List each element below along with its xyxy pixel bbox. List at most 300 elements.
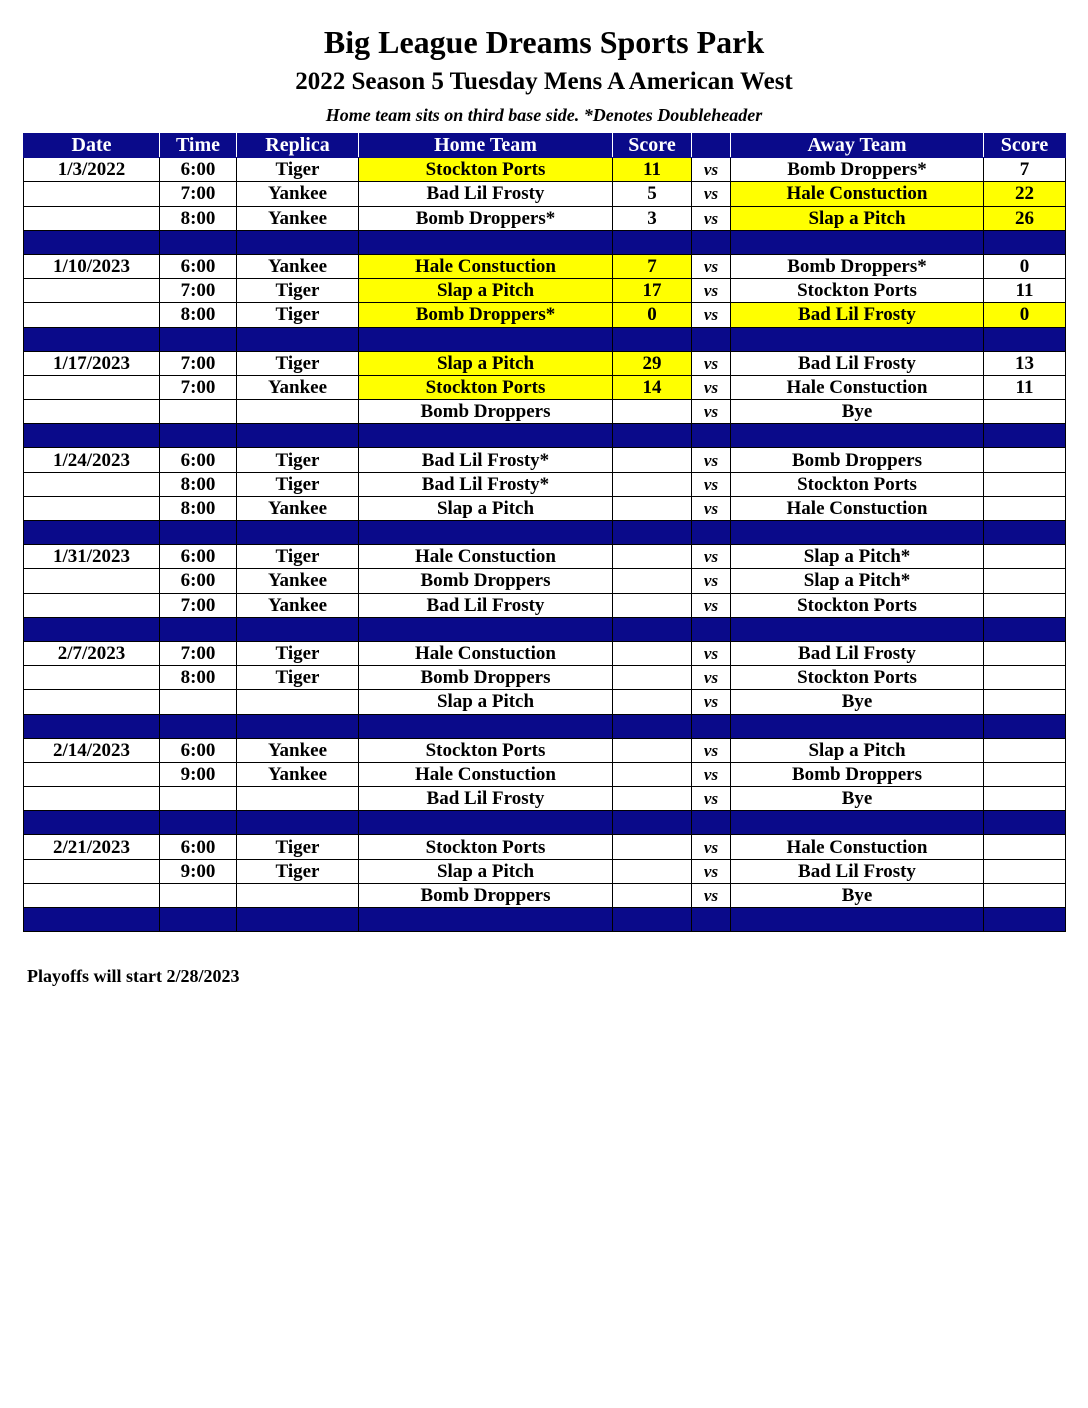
away-score — [984, 496, 1066, 520]
home-score — [613, 448, 692, 472]
game-replica: Yankee — [237, 182, 359, 206]
col-header-vs — [692, 134, 731, 158]
game-replica: Tiger — [237, 279, 359, 303]
away-team: Bad Lil Frosty — [731, 351, 984, 375]
game-time: 9:00 — [160, 859, 237, 883]
game-row — [24, 762, 1066, 786]
game-replica: Tiger — [237, 158, 359, 182]
game-row — [24, 351, 1066, 375]
game-time — [160, 400, 237, 424]
game-row — [24, 472, 1066, 496]
separator-cell — [731, 327, 984, 351]
home-team: Hale Constuction — [359, 762, 613, 786]
away-score: 11 — [984, 279, 1066, 303]
game-date — [24, 279, 160, 303]
separator-cell — [613, 617, 692, 641]
separator-cell — [237, 230, 359, 254]
separator-cell — [160, 230, 237, 254]
header-row — [24, 134, 1066, 158]
game-time: 6:00 — [160, 738, 237, 762]
separator-cell — [160, 617, 237, 641]
home-team: Hale Constuction — [359, 254, 613, 278]
vs-label: vs — [692, 279, 731, 303]
game-date: 2/21/2023 — [24, 835, 160, 859]
col-header-away-team: Away Team — [731, 134, 984, 158]
separator-cell — [24, 714, 160, 738]
game-date — [24, 593, 160, 617]
playoffs-note: Playoffs will start 2/28/2023 — [27, 966, 240, 986]
game-row — [24, 666, 1066, 690]
col-header-date: Date — [24, 134, 160, 158]
separator-cell — [692, 908, 731, 932]
game-row — [24, 787, 1066, 811]
separator-cell — [731, 617, 984, 641]
game-date — [24, 303, 160, 327]
game-date — [24, 375, 160, 399]
separator-cell — [613, 327, 692, 351]
game-time: 7:00 — [160, 182, 237, 206]
home-score — [613, 835, 692, 859]
home-score: 7 — [613, 254, 692, 278]
separator-cell — [160, 908, 237, 932]
game-date: 2/7/2023 — [24, 641, 160, 665]
vs-label: vs — [692, 641, 731, 665]
game-row — [24, 496, 1066, 520]
home-score: 14 — [613, 375, 692, 399]
separator-cell — [359, 424, 613, 448]
away-score — [984, 666, 1066, 690]
home-score: 3 — [613, 206, 692, 230]
game-time: 7:00 — [160, 593, 237, 617]
away-team: Bye — [731, 883, 984, 907]
away-team: Slap a Pitch — [731, 738, 984, 762]
separator-cell — [731, 521, 984, 545]
game-time: 9:00 — [160, 762, 237, 786]
separator-cell — [160, 521, 237, 545]
separator-cell — [359, 617, 613, 641]
game-replica: Yankee — [237, 206, 359, 230]
game-row — [24, 859, 1066, 883]
separator-cell — [731, 811, 984, 835]
game-time: 7:00 — [160, 279, 237, 303]
game-date: 1/17/2023 — [24, 351, 160, 375]
week-separator — [24, 521, 1066, 545]
game-replica: Yankee — [237, 496, 359, 520]
game-replica: Yankee — [237, 762, 359, 786]
home-score: 17 — [613, 279, 692, 303]
home-score — [613, 496, 692, 520]
separator-cell — [613, 811, 692, 835]
game-date — [24, 883, 160, 907]
away-team: Stockton Ports — [731, 593, 984, 617]
away-score — [984, 762, 1066, 786]
week-separator — [24, 327, 1066, 351]
game-row — [24, 641, 1066, 665]
away-score: 26 — [984, 206, 1066, 230]
game-time: 6:00 — [160, 545, 237, 569]
game-replica: Yankee — [237, 375, 359, 399]
vs-label: vs — [692, 400, 731, 424]
game-row — [24, 738, 1066, 762]
home-score — [613, 690, 692, 714]
separator-cell — [613, 908, 692, 932]
game-date — [24, 206, 160, 230]
game-time — [160, 883, 237, 907]
game-replica: Tiger — [237, 835, 359, 859]
separator-cell — [237, 521, 359, 545]
separator-cell — [359, 230, 613, 254]
game-replica: Tiger — [237, 666, 359, 690]
home-score — [613, 883, 692, 907]
separator-cell — [692, 714, 731, 738]
game-date — [24, 182, 160, 206]
game-time: 7:00 — [160, 641, 237, 665]
separator-cell — [692, 424, 731, 448]
separator-cell — [24, 230, 160, 254]
game-date: 1/24/2023 — [24, 448, 160, 472]
separator-cell — [24, 424, 160, 448]
home-team: Slap a Pitch — [359, 690, 613, 714]
game-replica: Tiger — [237, 641, 359, 665]
separator-cell — [613, 230, 692, 254]
game-row — [24, 182, 1066, 206]
home-team: Slap a Pitch — [359, 859, 613, 883]
week-separator — [24, 617, 1066, 641]
away-team: Hale Constuction — [731, 375, 984, 399]
game-row — [24, 569, 1066, 593]
home-team: Slap a Pitch — [359, 279, 613, 303]
game-row — [24, 303, 1066, 327]
home-score: 0 — [613, 303, 692, 327]
vs-label: vs — [692, 593, 731, 617]
separator-cell — [731, 424, 984, 448]
separator-cell — [692, 617, 731, 641]
away-team: Hale Constuction — [731, 835, 984, 859]
home-score: 11 — [613, 158, 692, 182]
vs-label: vs — [692, 448, 731, 472]
game-row — [24, 545, 1066, 569]
separator-cell — [359, 327, 613, 351]
away-team: Bye — [731, 690, 984, 714]
game-time: 6:00 — [160, 158, 237, 182]
home-team: Bomb Droppers* — [359, 303, 613, 327]
game-time: 8:00 — [160, 303, 237, 327]
game-time: 6:00 — [160, 448, 237, 472]
schedule-body — [24, 158, 1066, 932]
home-score — [613, 569, 692, 593]
separator-cell — [237, 327, 359, 351]
game-replica: Tiger — [237, 472, 359, 496]
vs-label: vs — [692, 690, 731, 714]
vs-label: vs — [692, 545, 731, 569]
away-score: 7 — [984, 158, 1066, 182]
game-row — [24, 279, 1066, 303]
game-replica: Tiger — [237, 303, 359, 327]
vs-label: vs — [692, 472, 731, 496]
vs-label: vs — [692, 206, 731, 230]
home-score — [613, 545, 692, 569]
home-team: Slap a Pitch — [359, 496, 613, 520]
home-team: Bomb Droppers — [359, 666, 613, 690]
separator-cell — [984, 327, 1066, 351]
away-score — [984, 690, 1066, 714]
home-team: Bad Lil Frosty — [359, 182, 613, 206]
game-date — [24, 496, 160, 520]
game-time — [160, 787, 237, 811]
game-replica: Tiger — [237, 545, 359, 569]
away-team: Bomb Droppers* — [731, 254, 984, 278]
home-score — [613, 738, 692, 762]
game-time — [160, 690, 237, 714]
game-replica — [237, 690, 359, 714]
separator-cell — [613, 424, 692, 448]
away-team: Bad Lil Frosty — [731, 641, 984, 665]
away-team: Slap a Pitch* — [731, 545, 984, 569]
page-title: Big League Dreams Sports Park — [323, 24, 765, 60]
separator-cell — [984, 908, 1066, 932]
away-score: 22 — [984, 182, 1066, 206]
game-date — [24, 400, 160, 424]
vs-label: vs — [692, 254, 731, 278]
vs-label: vs — [692, 496, 731, 520]
separator-cell — [237, 617, 359, 641]
away-team: Slap a Pitch* — [731, 569, 984, 593]
away-score — [984, 787, 1066, 811]
week-separator — [24, 908, 1066, 932]
away-team: Bad Lil Frosty — [731, 303, 984, 327]
game-date — [24, 666, 160, 690]
away-team: Stockton Ports — [731, 666, 984, 690]
away-team: Hale Constuction — [731, 496, 984, 520]
home-score — [613, 472, 692, 496]
separator-cell — [731, 230, 984, 254]
game-time: 6:00 — [160, 254, 237, 278]
home-score: 5 — [613, 182, 692, 206]
separator-cell — [692, 521, 731, 545]
schedule-note: Home team sits on third base side. *Denotes Doubleheader — [325, 105, 763, 125]
game-date — [24, 787, 160, 811]
separator-cell — [359, 714, 613, 738]
separator-cell — [160, 327, 237, 351]
game-row — [24, 835, 1066, 859]
home-team: Stockton Ports — [359, 738, 613, 762]
home-score — [613, 666, 692, 690]
separator-cell — [731, 908, 984, 932]
game-row — [24, 375, 1066, 399]
home-team: Bad Lil Frosty* — [359, 448, 613, 472]
game-row — [24, 400, 1066, 424]
away-team: Hale Constuction — [731, 182, 984, 206]
separator-cell — [24, 811, 160, 835]
separator-cell — [359, 811, 613, 835]
separator-cell — [237, 908, 359, 932]
separator-cell — [984, 424, 1066, 448]
away-score: 0 — [984, 254, 1066, 278]
home-team: Bad Lil Frosty — [359, 593, 613, 617]
vs-label: vs — [692, 835, 731, 859]
away-score — [984, 593, 1066, 617]
separator-cell — [160, 714, 237, 738]
game-time: 7:00 — [160, 351, 237, 375]
away-score — [984, 738, 1066, 762]
game-time: 8:00 — [160, 206, 237, 230]
vs-label: vs — [692, 375, 731, 399]
col-header-time: Time — [160, 134, 237, 158]
vs-label: vs — [692, 762, 731, 786]
separator-cell — [160, 424, 237, 448]
home-team: Bomb Droppers — [359, 883, 613, 907]
away-score — [984, 472, 1066, 496]
separator-cell — [359, 521, 613, 545]
home-score — [613, 859, 692, 883]
game-date: 1/3/2022 — [24, 158, 160, 182]
separator-cell — [984, 714, 1066, 738]
game-replica: Tiger — [237, 859, 359, 883]
col-header-home-team: Home Team — [359, 134, 613, 158]
home-score — [613, 762, 692, 786]
away-score: 13 — [984, 351, 1066, 375]
game-replica — [237, 400, 359, 424]
separator-cell — [160, 811, 237, 835]
away-score — [984, 859, 1066, 883]
home-team: Bomb Droppers — [359, 569, 613, 593]
home-team: Stockton Ports — [359, 375, 613, 399]
home-team: Bad Lil Frosty* — [359, 472, 613, 496]
away-score — [984, 400, 1066, 424]
game-replica: Yankee — [237, 738, 359, 762]
vs-label: vs — [692, 351, 731, 375]
away-team: Bye — [731, 400, 984, 424]
separator-cell — [984, 230, 1066, 254]
away-team: Slap a Pitch — [731, 206, 984, 230]
week-separator — [24, 230, 1066, 254]
schedule-table — [23, 133, 1066, 932]
vs-label: vs — [692, 787, 731, 811]
game-row — [24, 158, 1066, 182]
separator-cell — [237, 811, 359, 835]
separator-cell — [692, 811, 731, 835]
separator-cell — [24, 617, 160, 641]
away-team: Stockton Ports — [731, 472, 984, 496]
game-replica: Tiger — [237, 351, 359, 375]
game-row — [24, 690, 1066, 714]
home-score — [613, 593, 692, 617]
week-separator — [24, 811, 1066, 835]
game-date — [24, 762, 160, 786]
game-row — [24, 883, 1066, 907]
game-date — [24, 690, 160, 714]
away-score — [984, 835, 1066, 859]
game-replica — [237, 787, 359, 811]
home-score — [613, 787, 692, 811]
game-row — [24, 206, 1066, 230]
game-time: 6:00 — [160, 569, 237, 593]
home-team: Hale Constuction — [359, 545, 613, 569]
separator-cell — [237, 714, 359, 738]
home-team: Stockton Ports — [359, 158, 613, 182]
game-row — [24, 254, 1066, 278]
home-team: Hale Constuction — [359, 641, 613, 665]
away-team: Bad Lil Frosty — [731, 859, 984, 883]
separator-cell — [984, 617, 1066, 641]
game-replica: Yankee — [237, 569, 359, 593]
home-team: Slap a Pitch — [359, 351, 613, 375]
game-row — [24, 593, 1066, 617]
away-score — [984, 545, 1066, 569]
separator-cell — [24, 908, 160, 932]
vs-label: vs — [692, 569, 731, 593]
separator-cell — [692, 230, 731, 254]
away-team: Bomb Droppers — [731, 762, 984, 786]
separator-cell — [613, 521, 692, 545]
game-time: 8:00 — [160, 496, 237, 520]
home-score — [613, 400, 692, 424]
away-team: Bomb Droppers* — [731, 158, 984, 182]
separator-cell — [359, 908, 613, 932]
separator-cell — [692, 327, 731, 351]
separator-cell — [613, 714, 692, 738]
week-separator — [24, 424, 1066, 448]
game-date — [24, 859, 160, 883]
page-subtitle: 2022 Season 5 Tuesday Mens A American West — [295, 68, 793, 95]
col-header-home-score: Score — [613, 134, 692, 158]
separator-cell — [24, 521, 160, 545]
separator-cell — [984, 521, 1066, 545]
separator-cell — [237, 424, 359, 448]
game-date — [24, 569, 160, 593]
separator-cell — [731, 714, 984, 738]
vs-label: vs — [692, 738, 731, 762]
vs-label: vs — [692, 158, 731, 182]
away-score — [984, 569, 1066, 593]
game-time: 8:00 — [160, 472, 237, 496]
away-score: 11 — [984, 375, 1066, 399]
game-time: 7:00 — [160, 375, 237, 399]
vs-label: vs — [692, 666, 731, 690]
game-date: 1/31/2023 — [24, 545, 160, 569]
home-team: Stockton Ports — [359, 835, 613, 859]
away-team: Bye — [731, 787, 984, 811]
vs-label: vs — [692, 883, 731, 907]
col-header-replica: Replica — [237, 134, 359, 158]
away-score — [984, 883, 1066, 907]
game-replica — [237, 883, 359, 907]
game-time: 8:00 — [160, 666, 237, 690]
game-date: 1/10/2023 — [24, 254, 160, 278]
game-row — [24, 448, 1066, 472]
game-replica: Yankee — [237, 254, 359, 278]
separator-cell — [24, 327, 160, 351]
vs-label: vs — [692, 182, 731, 206]
col-header-away-score: Score — [984, 134, 1066, 158]
game-replica: Yankee — [237, 593, 359, 617]
vs-label: vs — [692, 303, 731, 327]
away-score — [984, 448, 1066, 472]
home-team: Bad Lil Frosty — [359, 787, 613, 811]
away-score — [984, 641, 1066, 665]
home-team: Bomb Droppers — [359, 400, 613, 424]
vs-label: vs — [692, 859, 731, 883]
home-score — [613, 641, 692, 665]
week-separator — [24, 714, 1066, 738]
home-team: Bomb Droppers* — [359, 206, 613, 230]
separator-cell — [984, 811, 1066, 835]
game-date — [24, 472, 160, 496]
home-score: 29 — [613, 351, 692, 375]
away-score: 0 — [984, 303, 1066, 327]
away-team: Bomb Droppers — [731, 448, 984, 472]
game-time: 6:00 — [160, 835, 237, 859]
